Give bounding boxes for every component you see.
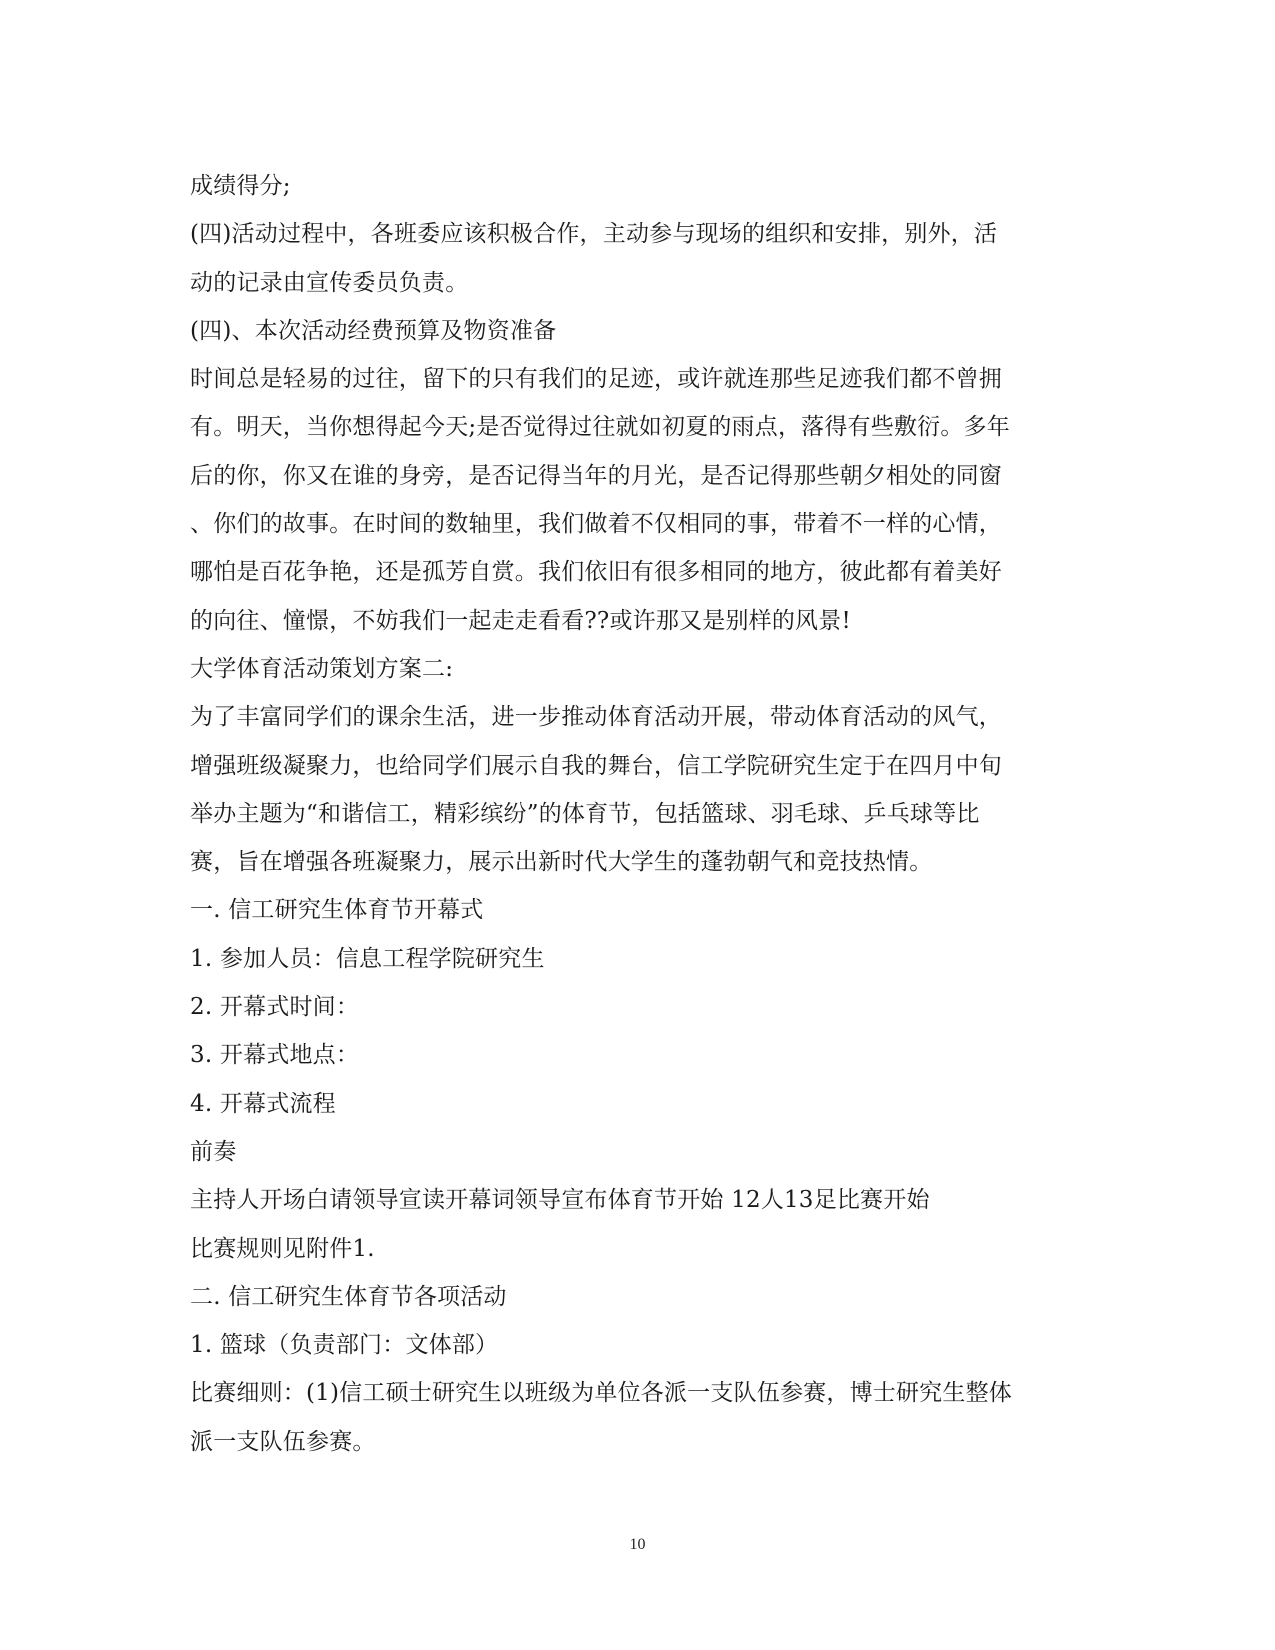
- section-heading: 二. 信工研究生体育节各项活动: [190, 1283, 507, 1310]
- text-line: 时间总是轻易的过往，留下的只有我们的足迹，或许就连那些足迹我们都不曾拥: [190, 366, 1002, 393]
- list-item: 3. 开幕式地点：: [190, 1042, 360, 1069]
- text-line: 比赛细则：(1)信工硕士研究生以班级为单位各派一支队伍参赛，博士研究生整体: [190, 1380, 1012, 1407]
- text-line: 举办主题为“和谐信工，精彩缤纷”的体育节，包括篮球、羽毛球、乒乓球等比: [190, 800, 980, 827]
- text-line: 哪怕是百花争艳，还是孤芳自赏。我们依旧有很多相同的地方，彼此都有着美好: [190, 559, 1002, 586]
- list-item: 1. 参加人员：信息工程学院研究生: [190, 945, 545, 972]
- text-line: 的向往、憧憬，不妨我们一起走走看看??或许那又是别样的风景!: [190, 607, 851, 634]
- text-line: 为了丰富同学们的课余生活，进一步推动体育活动开展，带动体育活动的风气，: [190, 704, 1002, 731]
- text-line: (四)活动过程中，各班委应该积极合作，主动参与现场的组织和安排，别外，活: [190, 221, 998, 248]
- text-line: 、你们的故事。在时间的数轴里，我们做着不仅相同的事，带着不一样的心情，: [190, 511, 1002, 538]
- text-line: 成绩得分;: [190, 173, 291, 199]
- text-line: 比赛规则见附件1.: [190, 1235, 375, 1262]
- text-line: 增强班级凝聚力，也给同学们展示自我的舞台，信工学院研究生定于在四月中旬: [190, 752, 1002, 779]
- text-line: 动的记录由宣传委员负责。: [190, 269, 469, 296]
- text-line: 派一支队伍参赛。: [190, 1428, 376, 1455]
- text-line: 赛，旨在增强各班凝聚力，展示出新时代大学生的蓬勃朝气和竞技热情。: [190, 849, 933, 876]
- section-heading: (四)、本次活动经费预算及物资准备: [190, 317, 557, 344]
- section-heading: 一. 信工研究生体育节开幕式: [190, 897, 484, 924]
- list-item: 4. 开幕式流程: [190, 1090, 336, 1117]
- list-item: 1. 篮球（负责部门：文体部）: [190, 1332, 499, 1359]
- text-line: 后的你，你又在谁的身旁，是否记得当年的月光，是否记得那些朝夕相处的同窗: [190, 462, 1002, 489]
- section-heading: 大学体育活动策划方案二:: [190, 655, 454, 682]
- text-line: 前奏: [190, 1138, 237, 1165]
- text-line: 有。明天，当你想得起今天;是否觉得过往就如初夏的雨点，落得有些敷衍。多年: [190, 414, 1010, 441]
- list-item: 2. 开幕式时间：: [190, 994, 360, 1021]
- document-body: [190, 162, 1090, 1466]
- page-number: 10: [629, 1536, 646, 1553]
- text-line: 主持人开场白请领导宣读开幕词领导宣布体育节开始 12人13足比赛开始: [190, 1187, 930, 1214]
